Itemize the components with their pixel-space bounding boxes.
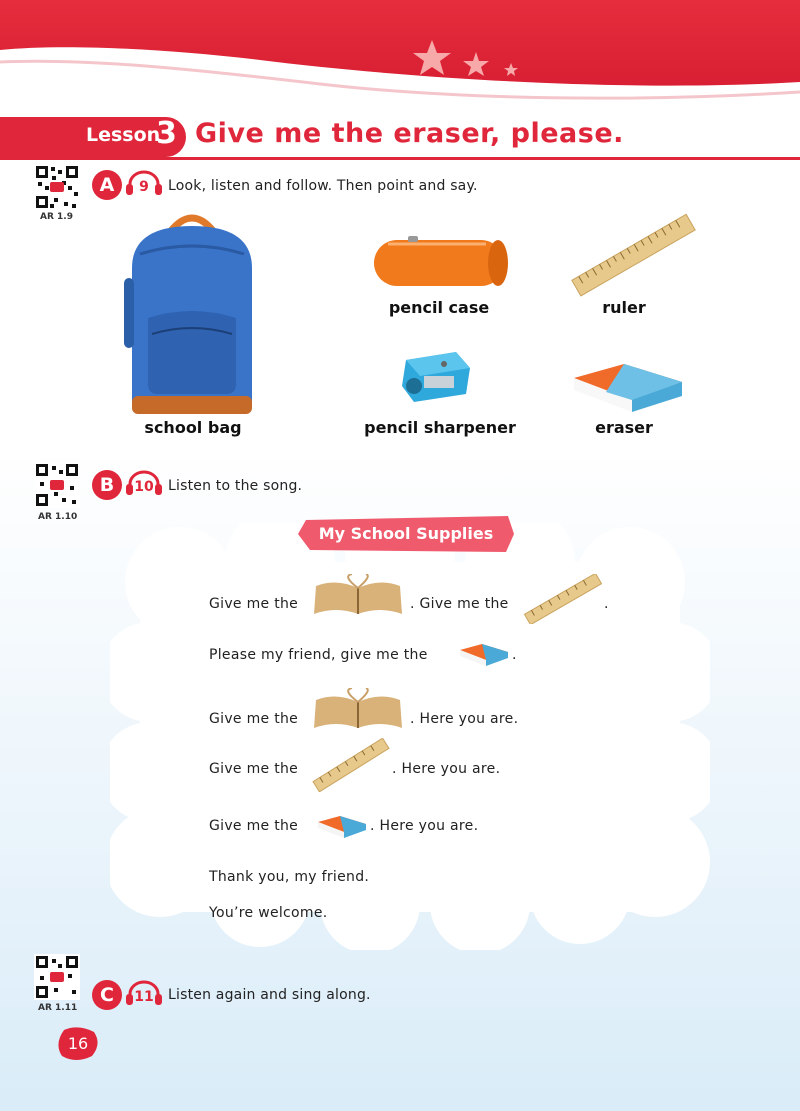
book-icon [312,574,404,620]
qr-code-icon[interactable] [34,164,80,210]
section-c-instruction: Listen again and sing along. [168,987,371,1003]
section-a-badge: A [92,170,122,200]
audio-track-number: 11 [134,989,154,1005]
book-icon [312,688,404,734]
header-band [0,0,800,110]
song-line: Give me the [209,711,299,727]
lesson-title: Give me the eraser, please. [195,118,624,149]
audio-track-number: 10 [134,479,154,495]
lesson-number: 3 [156,116,177,151]
page-number: 16 [67,1034,89,1053]
qr-code-icon[interactable] [34,954,80,1000]
song-line: Please my friend, give me the [209,647,428,663]
label-pencil-case: pencil case [388,298,490,317]
ar-code-label: AR 1.10 [38,512,78,522]
eraser-icon [314,812,370,840]
ar-code-label: AR 1.11 [38,1003,78,1013]
label-ruler: ruler [602,298,646,317]
section-a-instruction: Look, listen and follow. Then point and say. [168,178,478,194]
song-line: . Here you are. [370,818,479,834]
section-b-badge: B [92,470,122,500]
song-line: . [604,596,609,612]
song-line: Give me the [209,596,299,612]
song-line: . [512,647,517,663]
ruler-icon [522,574,604,624]
song-line: . Here you are. [410,711,519,727]
label-pencil-sharpener: pencil sharpener [364,418,516,437]
eraser-icon [456,640,512,668]
pencil-case-image[interactable] [368,230,510,294]
section-b-instruction: Listen to the song. [168,478,303,494]
song-title: My School Supplies [318,524,494,543]
section-c-badge: C [92,980,122,1010]
school-bag-image[interactable] [118,208,266,418]
ruler-icon [310,738,392,792]
lesson-label: Lesson [86,124,161,146]
song-line: You’re welcome. [209,905,328,921]
eraser-image[interactable] [566,356,690,414]
title-divider [0,157,800,160]
song-line: . Give me the [410,596,509,612]
song-line: Thank you, my friend. [209,869,370,885]
label-school-bag: school bag [144,418,242,437]
label-eraser: eraser [595,418,653,437]
audio-track-number: 9 [139,179,149,195]
ruler-image[interactable] [568,212,700,300]
pencil-sharpener-image[interactable] [396,346,476,406]
song-line: Give me the [209,761,299,777]
qr-code-icon[interactable] [34,462,80,508]
song-line: . Here you are. [392,761,501,777]
song-line: Give me the [209,818,299,834]
ar-code-label: AR 1.9 [40,212,73,222]
song-cloud [110,522,710,950]
